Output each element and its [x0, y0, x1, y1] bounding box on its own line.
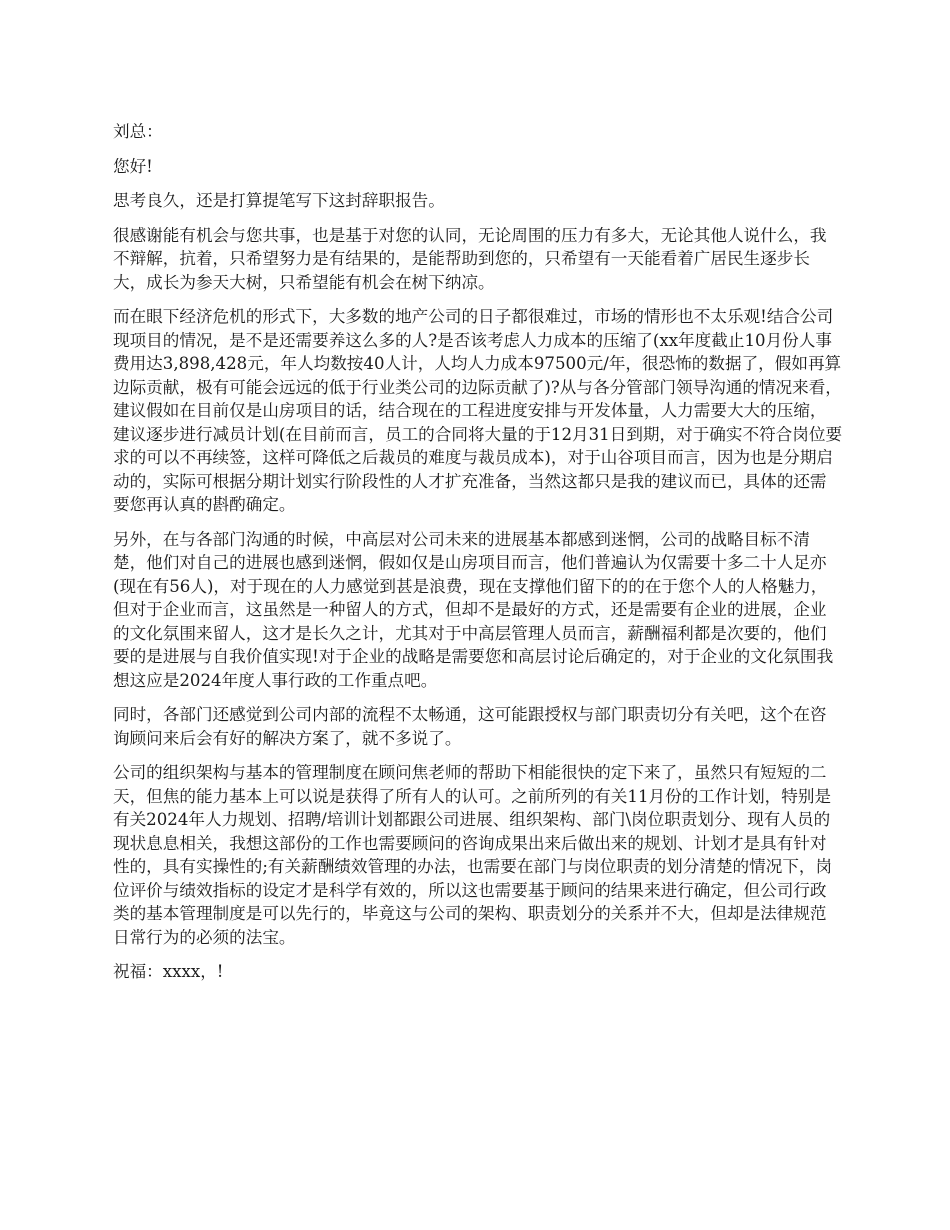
paragraph-departments: 另外，在与各部门沟通的时候，中高层对公司未来的进展基本都感到迷惘，公司的战略目标不清楚，他们对自己的进展也感到迷惘，假如仅是山房项目而言，他们普遍认为仅需要十多二十人足亦(现在有56人)，对于现在的人力感觉到甚是浪费，现在支撑他们留下的的在于您个人的人格魅力，但对于企业而言，这虽然是一种留人的方式，但却不是最好的方式，还是需要有企业的进展，企业的文化氛围来留人，这才是长久之计，尤其对于中高层管理人员而言，薪酬福利都是次要的，他们要的是进展与自我价值实现!对于企业的战略是需要您和高层讨论后确定的，对于企业的文化氛围我想这应是2024年度人事行政的工作重点吧。 [113, 529, 834, 690]
paragraph-economy: 而在眼下经济危机的形式下，大多数的地产公司的日子都很难过，市场的情形也不太乐观!结合公司现项目的情况，是不是还需要养这么多的人?是否该考虑人力成本的压缩了(xx年度截止10月份人事费用达3,898,428元，年人均数按40人计，人均人力成本97500元/年，很恐怖的数据了，假如再算边际贡献，极有可能会远远的低于行业类公司的边际贡献了)?从与各分管部门领导沟通的情况来看，建议假如在目前仅是山房项目的话，结合现在的工程进度安排与开发体量，人力需要大大的压缩，建议逐步进行减员计划(在目前而言，员工的合同将大量的于12月31日到期，对于确实不符合岗位要求的可以不再续签，这样可降低之后裁员的难度与裁员成本)，对于山谷项目而言，因为也是分期启动的，实际可根据分期计划实行阶段性的人才扩充准备，当然这都只是我的建议而已，具体的还需要您再认真的斟酌确定。 [113, 307, 843, 514]
closing: 祝福：xxxx，! [113, 962, 224, 981]
letter-body [113, 120, 843, 995]
paragraph-gratitude: 很感谢能有机会与您共事，也是基于对您的认同，无论周围的压力有多大，无论其他人说什么，我不辩解，抗着，只希望努力是有结果的，是能帮助到您的，只希望有一天能看着广居民生逐步长大，成长为参天大树，只希望能有机会在树下纳凉。 [113, 225, 827, 292]
paragraph-intro: 思考良久，还是打算提笔写下这封辞职报告。 [113, 191, 445, 210]
paragraph-process: 同时，各部门还感觉到公司内部的流程不太畅通，这可能跟授权与部门职责切分有关吧，这个在咨询顾问来后会有好的解决方案了，就不多说了。 [113, 705, 827, 748]
greeting: 您好! [113, 156, 153, 176]
salutation: 刘总： [113, 122, 163, 141]
paragraph-organization: 公司的组织架构与基本的管理制度在顾问焦老师的帮助下相能很快的定下来了，虽然只有短短的二天，但焦的能力基本上可以说是获得了所有人的认可。之前所列的有关11月份的工作计划，特别是有关2024年人力规划、招聘/培训计划都跟公司进展、组织架构、部门\岗位职责划分、现有人员的现状息息相关，我想这部份的工作也需要顾问的咨询成果出来后做出来的规划、计划才是具有针对性的，具有实操性的;有关薪酬绩效管理的办法，也需要在部门与岗位职责的划分清楚的情况下，岗位评价与绩效指标的设定才是科学有效的，所以这也需要基于顾问的结果来进行确定，但公司行政类的基本管理制度是可以先行的，毕竟这与公司的架构、职责划分的关系并不大，但却是法律规范日常行为的必须的法宝。 [113, 763, 833, 947]
